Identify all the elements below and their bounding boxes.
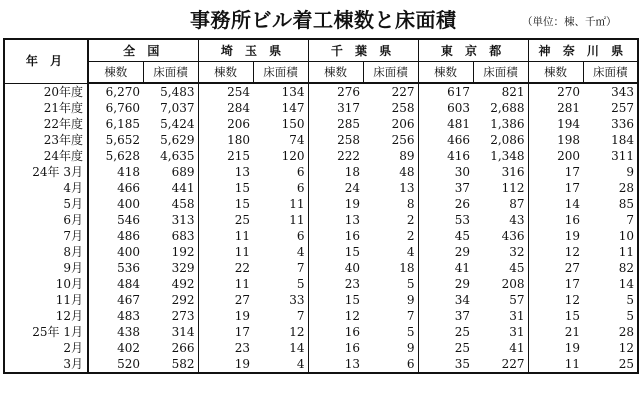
floor-area-cell: 689 [143, 164, 198, 180]
count-cell: 416 [447, 149, 471, 163]
period-cell: 7月 [4, 228, 88, 244]
count-cell: 483 [117, 309, 140, 323]
count-cell: 215 [227, 149, 250, 163]
count-cell: 11 [234, 229, 250, 243]
period-cell: 5月 [4, 196, 88, 212]
table-row [4, 244, 638, 260]
count-header: 棟数 [308, 62, 363, 84]
floor-area-cell: 10 [583, 228, 638, 244]
table-row [4, 132, 638, 148]
count-cell: 467 [117, 293, 140, 307]
count-cell: 18 [344, 165, 361, 179]
floor-area-cell: 2,688 [473, 100, 528, 116]
floor-area-cell: 9 [363, 292, 418, 308]
count-cell: 29 [454, 277, 471, 291]
table-body [4, 83, 638, 373]
floor-area-cell: 12 [253, 324, 308, 340]
floor-area-cell: 4 [253, 356, 308, 373]
period-cell: 12月 [4, 308, 88, 324]
floor-area-cell: 458 [143, 196, 198, 212]
region-header-row [4, 39, 638, 62]
floor-area-cell: 120 [253, 148, 308, 164]
count-cell: 438 [117, 325, 140, 339]
count-cell: 198 [557, 133, 581, 147]
count-cell: 536 [117, 261, 140, 275]
floor-area-cell: 5,483 [143, 83, 198, 100]
floor-area-cell: 7 [583, 212, 638, 228]
count-header: 棟数 [418, 62, 473, 84]
sub-header-row [4, 62, 638, 84]
floor-area-cell: 4 [253, 244, 308, 260]
floor-area-cell: 313 [143, 212, 198, 228]
floor-area-cell: 184 [583, 132, 638, 148]
floor-area-cell: 85 [583, 196, 638, 212]
table-row [4, 148, 638, 164]
count-cell: 22 [234, 261, 250, 275]
floor-area-cell: 11 [253, 196, 308, 212]
floor-area-cell: 492 [143, 276, 198, 292]
floor-area-cell: 82 [583, 260, 638, 276]
table-row [4, 228, 638, 244]
count-cell: 30 [454, 165, 471, 179]
period-cell: 10月 [4, 276, 88, 292]
floor-area-cell: 6 [253, 180, 308, 196]
count-cell: 281 [557, 101, 581, 115]
period-cell: 8月 [4, 244, 88, 260]
floor-area-cell: 441 [143, 180, 198, 196]
count-cell: 13 [344, 357, 361, 371]
floor-area-cell: 150 [253, 116, 308, 132]
count-cell: 16 [344, 341, 361, 355]
count-cell: 16 [344, 229, 361, 243]
floor-area-cell: 14 [583, 276, 638, 292]
count-cell: 27 [234, 293, 250, 307]
table-row [4, 180, 638, 196]
table-row [4, 340, 638, 356]
floor-area-cell: 6 [363, 356, 418, 373]
count-header: 棟数 [88, 62, 143, 84]
count-cell: 258 [337, 133, 361, 147]
floor-area-cell: 7 [253, 260, 308, 276]
count-cell: 37 [454, 181, 471, 195]
floor-area-cell: 256 [363, 132, 418, 148]
floor-area-cell: 343 [583, 83, 638, 100]
table-row [4, 83, 638, 100]
floor-area-cell: 13 [363, 180, 418, 196]
floor-area-cell: 683 [143, 228, 198, 244]
floor-area-cell: 48 [363, 164, 418, 180]
period-cell: 24年 3月 [4, 164, 88, 180]
floor-area-cell: 257 [583, 100, 638, 116]
count-header: 棟数 [528, 62, 583, 84]
floor-area-cell: 436 [473, 228, 528, 244]
count-cell: 284 [227, 101, 250, 115]
table-row [4, 212, 638, 228]
count-cell: 23 [234, 341, 250, 355]
count-cell: 15 [564, 309, 581, 323]
floor-area-cell: 31 [473, 324, 528, 340]
count-cell: 13 [234, 165, 250, 179]
table-row [4, 308, 638, 324]
count-cell: 6,760 [105, 101, 140, 115]
floor-area-cell: 336 [583, 116, 638, 132]
count-cell: 21 [564, 325, 581, 339]
count-cell: 486 [117, 229, 140, 243]
floor-area-header: 床面積 [473, 62, 528, 84]
count-cell: 400 [117, 245, 140, 259]
count-cell: 17 [564, 181, 581, 195]
floor-area-cell: 6 [253, 164, 308, 180]
table-row [4, 100, 638, 116]
floor-area-header: 床面積 [583, 62, 638, 84]
count-cell: 15 [234, 197, 250, 211]
floor-area-cell: 208 [473, 276, 528, 292]
count-cell: 254 [227, 85, 250, 99]
count-cell: 5,628 [105, 149, 140, 163]
period-cell: 11月 [4, 292, 88, 308]
count-cell: 15 [234, 181, 250, 195]
floor-area-cell: 316 [473, 164, 528, 180]
floor-area-cell: 2 [363, 212, 418, 228]
table-row [4, 164, 638, 180]
count-cell: 14 [564, 197, 581, 211]
floor-area-cell: 7 [363, 308, 418, 324]
floor-area-cell: 45 [473, 260, 528, 276]
floor-area-cell: 11 [253, 212, 308, 228]
floor-area-cell: 5 [363, 276, 418, 292]
floor-area-cell: 7 [253, 308, 308, 324]
floor-area-cell: 18 [363, 260, 418, 276]
count-cell: 45 [454, 229, 471, 243]
floor-area-cell: 28 [583, 180, 638, 196]
floor-area-cell: 147 [253, 100, 308, 116]
count-cell: 53 [454, 213, 471, 227]
floor-area-cell: 89 [363, 148, 418, 164]
floor-area-cell: 7,037 [143, 100, 198, 116]
count-cell: 11 [564, 357, 581, 371]
floor-area-cell: 5,629 [143, 132, 198, 148]
floor-area-cell: 821 [473, 83, 528, 100]
count-cell: 19 [234, 309, 250, 323]
region-header: 埼 玉 県 [198, 39, 308, 62]
floor-area-cell: 273 [143, 308, 198, 324]
floor-area-header: 床面積 [363, 62, 418, 84]
floor-area-cell: 12 [583, 340, 638, 356]
count-cell: 402 [117, 341, 140, 355]
count-cell: 520 [117, 357, 140, 371]
floor-area-cell: 25 [583, 356, 638, 373]
floor-area-cell: 87 [473, 196, 528, 212]
period-cell: 20年度 [4, 83, 88, 100]
floor-area-cell: 192 [143, 244, 198, 260]
count-cell: 25 [454, 325, 471, 339]
count-cell: 26 [454, 197, 471, 211]
floor-area-cell: 5 [583, 308, 638, 324]
count-cell: 546 [117, 213, 140, 227]
period-header: 年 月 [4, 39, 88, 83]
count-cell: 25 [454, 341, 471, 355]
floor-area-cell: 4 [363, 244, 418, 260]
count-cell: 37 [454, 309, 471, 323]
floor-area-cell: 8 [363, 196, 418, 212]
count-cell: 317 [337, 101, 361, 115]
count-cell: 19 [234, 357, 250, 371]
count-cell: 25 [234, 213, 250, 227]
period-cell: 4月 [4, 180, 88, 196]
count-cell: 12 [344, 309, 361, 323]
count-cell: 180 [227, 133, 250, 147]
count-cell: 19 [564, 229, 581, 243]
count-cell: 35 [454, 357, 471, 371]
count-cell: 400 [117, 197, 140, 211]
period-cell: 9月 [4, 260, 88, 276]
table-row [4, 260, 638, 276]
count-cell: 12 [564, 293, 581, 307]
floor-area-cell: 134 [253, 83, 308, 100]
floor-area-cell: 329 [143, 260, 198, 276]
floor-area-cell: 311 [583, 148, 638, 164]
floor-area-cell: 1,348 [473, 148, 528, 164]
count-cell: 23 [344, 277, 361, 291]
floor-area-cell: 28 [583, 324, 638, 340]
period-cell: 3月 [4, 356, 88, 373]
floor-area-cell: 11 [583, 244, 638, 260]
count-cell: 27 [564, 261, 581, 275]
floor-area-cell: 258 [363, 100, 418, 116]
count-cell: 484 [117, 277, 140, 291]
floor-area-cell: 9 [363, 340, 418, 356]
count-cell: 40 [344, 261, 361, 275]
page-title: 事務所ビル着工棟数と床面積 [190, 8, 457, 32]
floor-area-cell: 43 [473, 212, 528, 228]
region-header: 全 国 [88, 39, 198, 62]
unit-note: （単位：棟、千㎡） [522, 16, 617, 28]
count-cell: 285 [337, 117, 361, 131]
table-row [4, 292, 638, 308]
count-cell: 17 [564, 277, 581, 291]
table-row [4, 276, 638, 292]
count-cell: 200 [557, 149, 581, 163]
count-cell: 418 [117, 165, 140, 179]
floor-area-cell: 112 [473, 180, 528, 196]
floor-area-cell: 57 [473, 292, 528, 308]
floor-area-cell: 9 [583, 164, 638, 180]
period-cell: 22年度 [4, 116, 88, 132]
count-cell: 17 [564, 165, 581, 179]
count-cell: 466 [447, 133, 471, 147]
count-cell: 222 [337, 149, 361, 163]
floor-area-cell: 582 [143, 356, 198, 373]
count-cell: 6,270 [105, 85, 140, 99]
period-cell: 6月 [4, 212, 88, 228]
region-header: 東 京 都 [418, 39, 528, 62]
table-row [4, 324, 638, 340]
count-cell: 16 [344, 325, 361, 339]
floor-area-cell: 266 [143, 340, 198, 356]
table-row [4, 356, 638, 373]
period-cell: 25年 1月 [4, 324, 88, 340]
floor-area-cell: 5 [583, 292, 638, 308]
count-cell: 5,652 [105, 133, 140, 147]
floor-area-cell: 14 [253, 340, 308, 356]
region-header: 神 奈 川 県 [528, 39, 638, 62]
floor-area-cell: 33 [253, 292, 308, 308]
floor-area-cell: 227 [363, 83, 418, 100]
table-row [4, 196, 638, 212]
count-cell: 276 [337, 85, 361, 99]
floor-area-cell: 5,424 [143, 116, 198, 132]
floor-area-cell: 2,086 [473, 132, 528, 148]
floor-area-cell: 5 [253, 276, 308, 292]
period-cell: 2月 [4, 340, 88, 356]
count-cell: 12 [564, 245, 581, 259]
floor-area-cell: 292 [143, 292, 198, 308]
period-cell: 23年度 [4, 132, 88, 148]
count-cell: 17 [234, 325, 250, 339]
statistics-table [3, 38, 639, 374]
count-cell: 206 [227, 117, 250, 131]
count-cell: 11 [234, 277, 250, 291]
count-cell: 15 [344, 245, 361, 259]
count-cell: 481 [447, 117, 471, 131]
period-cell: 24年度 [4, 148, 88, 164]
count-cell: 617 [447, 85, 471, 99]
floor-area-cell: 31 [473, 308, 528, 324]
floor-area-header: 床面積 [253, 62, 308, 84]
floor-area-cell: 2 [363, 228, 418, 244]
floor-area-cell: 41 [473, 340, 528, 356]
count-cell: 19 [564, 341, 581, 355]
count-cell: 19 [344, 197, 361, 211]
floor-area-cell: 74 [253, 132, 308, 148]
floor-area-cell: 227 [473, 356, 528, 373]
count-cell: 29 [454, 245, 471, 259]
count-header: 棟数 [198, 62, 253, 84]
count-cell: 34 [454, 293, 471, 307]
floor-area-cell: 6 [253, 228, 308, 244]
count-cell: 6,185 [105, 117, 140, 131]
count-cell: 16 [564, 213, 581, 227]
count-cell: 13 [344, 213, 361, 227]
count-cell: 15 [344, 293, 361, 307]
count-cell: 194 [557, 117, 581, 131]
floor-area-cell: 4,635 [143, 148, 198, 164]
count-cell: 603 [447, 101, 471, 115]
floor-area-cell: 5 [363, 324, 418, 340]
region-header: 千 葉 県 [308, 39, 418, 62]
count-cell: 466 [117, 181, 140, 195]
count-cell: 41 [454, 261, 471, 275]
count-cell: 11 [234, 245, 250, 259]
table-row [4, 116, 638, 132]
floor-area-cell: 32 [473, 244, 528, 260]
count-cell: 270 [557, 85, 581, 99]
floor-area-cell: 1,386 [473, 116, 528, 132]
period-cell: 21年度 [4, 100, 88, 116]
floor-area-cell: 314 [143, 324, 198, 340]
floor-area-cell: 206 [363, 116, 418, 132]
count-cell: 24 [344, 181, 361, 195]
floor-area-header: 床面積 [143, 62, 198, 84]
